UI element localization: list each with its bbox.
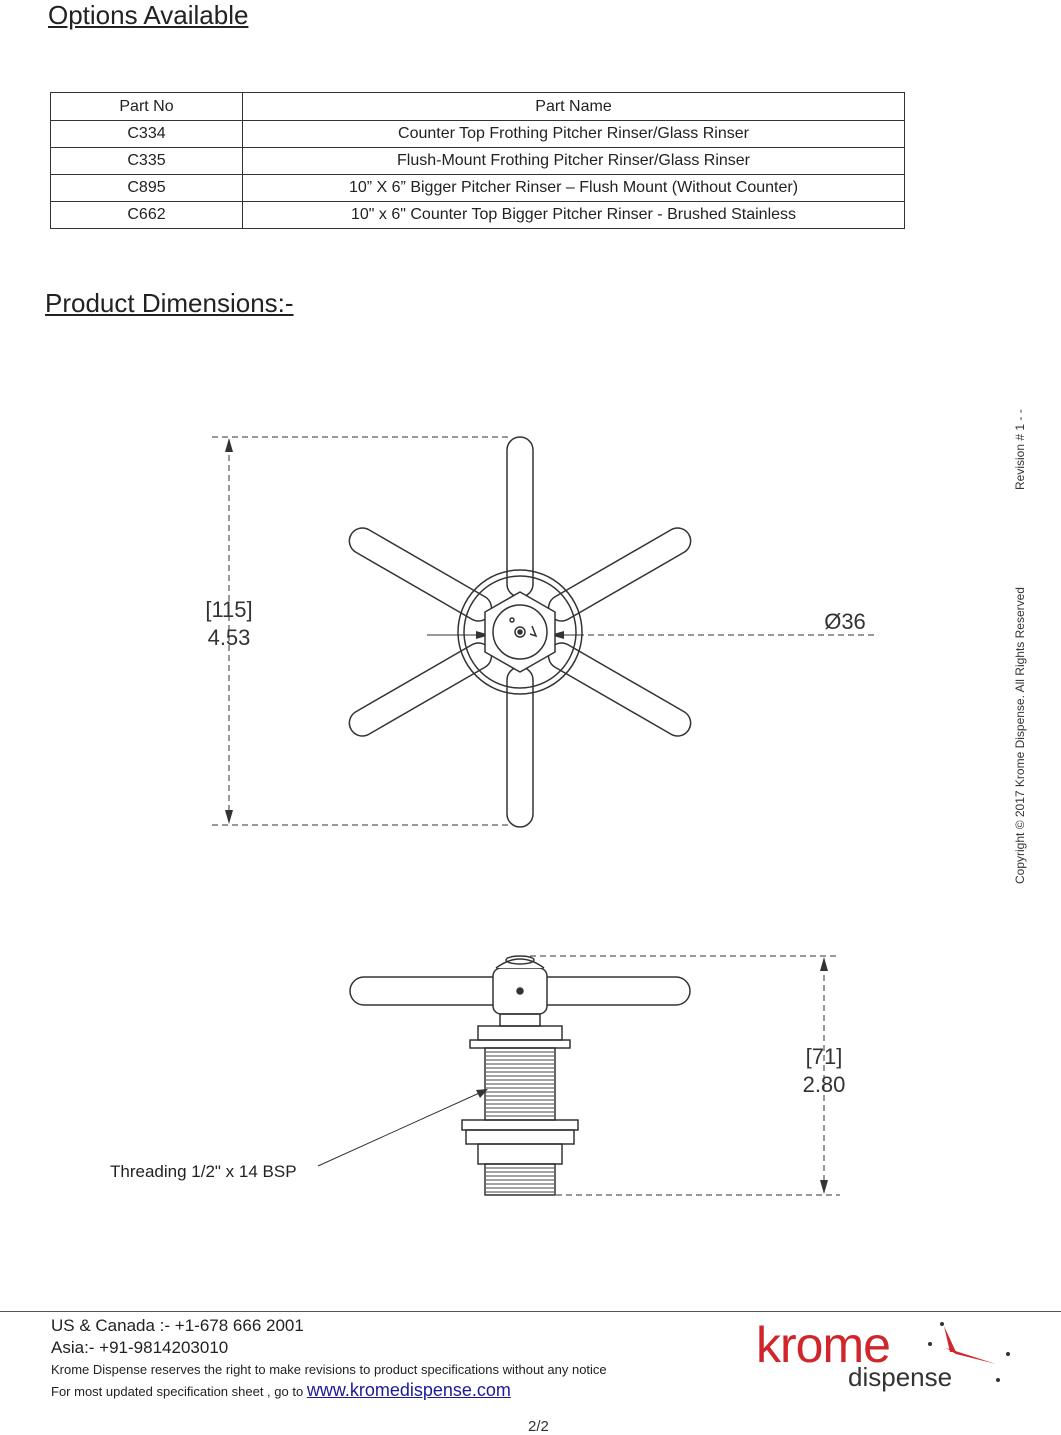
side-height-mm-value: 71	[811, 1044, 837, 1069]
part-no-cell: C895	[51, 175, 243, 202]
part-name-cell: Counter Top Frothing Pitcher Rinser/Glass Rinser	[243, 121, 905, 148]
height-mm-label: [115]	[205, 597, 253, 622]
part-name-cell: 10” X 6” Bigger Pitcher Rinser – Flush Mount (Without Counter)	[243, 175, 905, 202]
krome-dispense-logo	[756, 1318, 1016, 1398]
notice-text: Krome Dispense reserves the right to make revisions to product specifications without any notice	[51, 1362, 607, 1377]
height-in-label: 4.53	[207, 625, 251, 650]
copyright-text: Copyright © 2017 Krome Dispense. All Rights Reserved	[1013, 587, 1027, 884]
side-height-in-label: 2.80	[802, 1072, 846, 1097]
page-number: 2/2	[528, 1418, 549, 1435]
part-name-cell: 10" x 6" Counter Top Bigger Pitcher Rinser - Brushed Stainless	[243, 202, 905, 229]
diameter-label: Ø36	[824, 609, 866, 634]
phone-us: US & Canada :- +1-678 666 2001	[51, 1316, 304, 1335]
part-no-cell: C662	[51, 202, 243, 229]
height-mm-value: 115	[211, 597, 247, 622]
threading-label: Threading 1/2" x 14 BSP	[110, 1162, 297, 1181]
phone-asia: Asia:- +91-9814203010	[51, 1338, 229, 1357]
link-prefix: For most updated specification sheet , go to	[51, 1384, 304, 1399]
logo-word-krome: krome	[756, 1317, 890, 1373]
logo-word-dispense: dispense	[848, 1362, 953, 1392]
part-no-cell: C334	[51, 121, 243, 148]
column-header-part-no: Part No	[51, 93, 243, 121]
dimensions-heading: Product Dimensions:-	[45, 288, 294, 318]
column-header-part-name: Part Name	[243, 93, 905, 121]
side-height-mm-label: [71]	[805, 1044, 843, 1069]
website-link[interactable]: www.kromedispense.com	[306, 1380, 511, 1400]
options-heading: Options Available	[48, 0, 249, 30]
revision-text: Revision # 1 - -	[1013, 409, 1027, 490]
part-no-cell: C335	[51, 148, 243, 175]
logo-swoosh-icon	[916, 1318, 1016, 1388]
part-name-cell: Flush-Mount Frothing Pitcher Rinser/Glass Rinser	[243, 148, 905, 175]
footer-divider	[0, 1311, 1061, 1312]
link-line	[51, 1380, 511, 1401]
